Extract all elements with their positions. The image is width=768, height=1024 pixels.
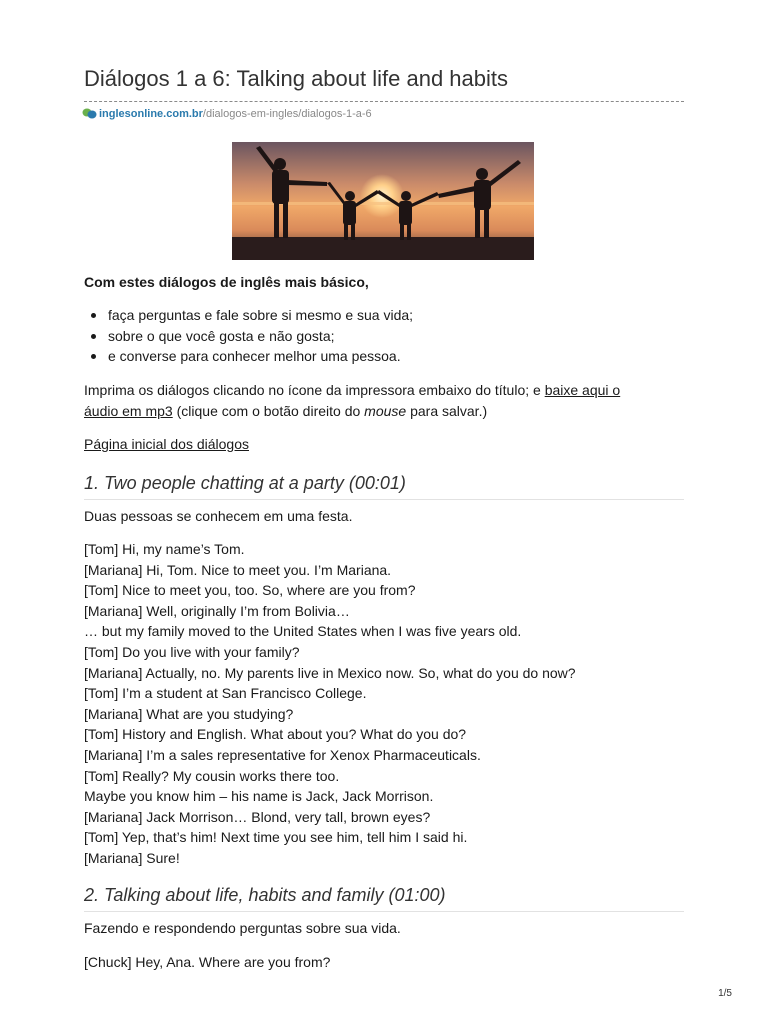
section-divider xyxy=(84,499,684,500)
dialogue-line: [Tom] Yep, that’s him! Next time you see him, tell him I said hi. xyxy=(84,829,468,846)
download-audio-link[interactable]: baixe aqui o xyxy=(544,382,621,398)
section-heading-1: 1. Two people chatting at a party (00:01) xyxy=(84,473,406,493)
section-heading-2: 2. Talking about life, habits and family (01:00) xyxy=(84,885,446,905)
dialogues-home-link[interactable]: Página inicial dos diálogos xyxy=(84,436,249,452)
dialogue-line: [Mariana] Actually, no. My parents live in Mexico now. So, what do you do now? xyxy=(84,664,576,681)
dialogue-line: Maybe you know him – his name is Jack, Jack Morrison. xyxy=(84,788,434,805)
page-title: Diálogos 1 a 6: Talking about life and habits xyxy=(84,66,508,91)
source-url[interactable] xyxy=(82,107,372,120)
dialogue-line: [Tom] I’m a student at San Francisco College. xyxy=(84,685,367,702)
section-description-2: Fazendo e respondendo perguntas sobre sua vida. xyxy=(84,920,401,936)
download-audio-link-continued[interactable]: áudio em mp3 xyxy=(84,403,173,419)
dialogue-line: [Tom] Nice to meet you, too. So, where are you from? xyxy=(84,582,416,599)
dialogue-line: [Chuck] Hey, Ana. Where are you from? xyxy=(84,954,331,970)
list-item: e converse para conhecer melhor uma pessoa. xyxy=(84,346,413,367)
print-instructions-text: (clique com o botão direito do xyxy=(172,403,365,419)
dialogue-line: [Tom] Do you live with your family? xyxy=(84,643,300,660)
dialogue-line: [Mariana] Well, originally I’m from Bolivia… xyxy=(84,602,350,619)
print-instructions-line-1 xyxy=(84,380,620,401)
dialogue-line: … but my family moved to the United States when I was five years old. xyxy=(84,623,522,640)
dialogue-line: [Tom] Really? My cousin works there too. xyxy=(84,767,340,784)
print-instructions-text: para salvar.) xyxy=(406,403,488,419)
dialogue-line: [Tom] History and English. What about you? What do you do? xyxy=(84,726,467,743)
dialogue-line: [Mariana] Hi, Tom. Nice to meet you. I’m Mariana. xyxy=(84,561,392,578)
dialogue-line: [Tom] Hi, my name’s Tom. xyxy=(84,541,245,557)
dialogue-line: [Mariana] Jack Morrison… Blond, very tall, brown eyes? xyxy=(84,808,431,825)
intro-lead: Com estes diálogos de inglês mais básico, xyxy=(84,274,369,290)
title-divider xyxy=(84,101,684,102)
mouse-word: mouse xyxy=(364,403,407,419)
list-item: sobre o que você gosta e não gosta; xyxy=(84,326,413,347)
section-divider xyxy=(84,911,684,912)
source-path: /dialogos-em-ingles/dialogos-1-a-6 xyxy=(202,107,372,120)
list-item: faça perguntas e fale sobre si mesmo e sua vida; xyxy=(84,305,413,326)
family-sunset-image xyxy=(232,142,534,260)
dialogue-2 xyxy=(84,952,330,973)
intro-bullet-list xyxy=(84,305,413,367)
print-instructions-line-2 xyxy=(84,401,487,422)
dialogue-line: [Mariana] What are you studying? xyxy=(84,705,294,722)
source-domain: inglesonline.com.br xyxy=(99,107,203,120)
home-link-line xyxy=(84,434,249,455)
section-description-1: Duas pessoas se conhecem em uma festa. xyxy=(84,508,353,524)
site-favicon-icon xyxy=(82,107,97,120)
print-instructions-text: Imprima os diálogos clicando no ícone da impressora embaixo do título; e xyxy=(84,382,545,398)
dialogue-1 xyxy=(84,539,576,869)
dialogue-line: [Mariana] Sure! xyxy=(84,849,180,866)
page-number: 1/5 xyxy=(718,988,732,999)
dialogue-line: [Mariana] I’m a sales representative for Xenox Pharmaceuticals. xyxy=(84,746,481,763)
